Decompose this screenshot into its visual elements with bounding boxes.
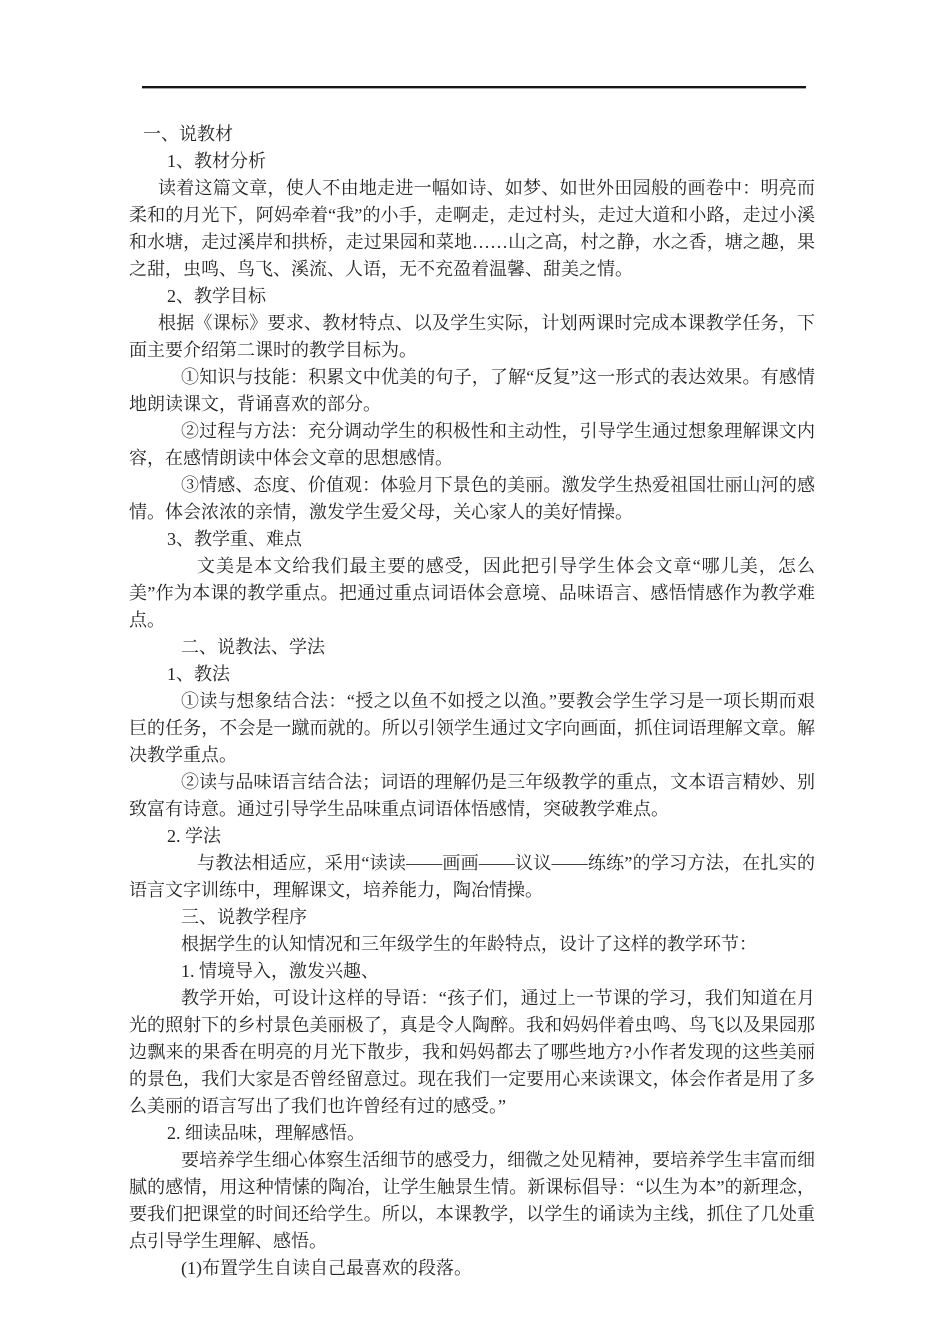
subheading-jiaoxue-mubiao: 2、教学目标 bbox=[167, 286, 266, 306]
subheading-jiaofa: 1、教法 bbox=[167, 664, 230, 684]
para-task-1-self-read: (1)布置学生自读自己最喜欢的段落。 bbox=[181, 1258, 472, 1278]
para-key-difficult-points: 文美是本文给我们最主要的感受，因此把引导学生体会文章“哪儿美，怎么美”作为本课的教学重点。把通过重点词语体会意境、品味语言、感悟情感作为教学难点。 bbox=[129, 556, 815, 630]
section3-heading: 三、说教学程序 bbox=[181, 907, 307, 927]
subheading-step-1: 1. 情境导入，激发兴趣、 bbox=[181, 961, 379, 981]
subheading-jiaocai-fenxi: 1、教材分析 bbox=[167, 151, 266, 171]
para-cultivate-feelings: 要培养学生细心体察生活细节的感受力，细微之处见精神，要培养学生丰富而细腻的感情，用这种情愫的陶冶，让学生触景生情。新课标倡导：“以生为本”的新理念，要我们把课堂的时间还给学生。所以，本课教学，以学生的诵读为主线，抓住了几处重点引导学生理解、感悟。 bbox=[129, 1150, 815, 1251]
section2-heading: 二、说教法、学法 bbox=[181, 637, 325, 657]
para-goal-3-values: ③情感、态度、价值观：体验月下景色的美丽。激发学生热爱祖国壮丽山河的感情。体会浓浓的亲情，激发学生爱父母，关心家人的美好情操。 bbox=[129, 475, 815, 522]
para-procedure-intro: 根据学生的认知情况和三年级学生的年龄特点，设计了这样的教学环节： bbox=[181, 934, 757, 954]
document-body bbox=[129, 121, 815, 1282]
para-goal-1-knowledge: ①知识与技能：积累文中优美的句子，了解“反复”这一形式的表达效果。有感情地朗读课文，背诵喜欢的部分。 bbox=[129, 367, 815, 414]
subheading-step-2: 2. 细读品味，理解感悟。 bbox=[167, 1123, 365, 1143]
para-lead-in-script: 教学开始，可设计这样的导语：“孩子们，通过上一节课的学习，我们知道在月光的照射下的乡村景色美丽极了，真是令人陶醉。我和妈妈伴着虫鸣、鸟飞以及果园那边飘来的果香在明亮的月光下散步，我和妈妈都去了哪些地方?小作者发现的这些美丽的景色，我们大家是否曾经留意过。现在我们一定要用心来读课文，体会作者是用了多么美丽的语言写出了我们也许曾经有过的感受。” bbox=[129, 988, 815, 1116]
subheading-xuefa: 2. 学法 bbox=[167, 826, 221, 846]
para-learning-method: 与教法相适应，采用“读读——画画——议议——练练”的学习方法，在扎实的语言文字训练中，理解课文，培养能力，陶冶情操。 bbox=[129, 853, 815, 900]
para-method-2-language: ②读与品味语言结合法；词语的理解仍是三年级教学的重点，文本语言精妙、别致富有诗意。通过引导学生品味重点词语体悟感情，突破教学难点。 bbox=[129, 772, 815, 819]
para-material-analysis: 读着这篇文章，使人不由地走进一幅如诗、如梦、如世外田园般的画卷中：明亮而柔和的月光下，阿妈牵着“我”的小手，走啊走，走过村头，走过大道和小路，走过小溪和水塘，走过溪岸和拱桥，走过果园和菜地……山之高，村之静，水之香，塘之趣，果之甜，虫鸣、鸟飞、溪流、人语，无不充盈着温馨、甜美之情。 bbox=[129, 178, 815, 279]
para-goals-intro: 根据《课标》要求、教材特点、以及学生实际，计划两课时完成本课教学任务，下面主要介绍第二课时的教学目标为。 bbox=[129, 313, 815, 360]
para-goal-2-process: ②过程与方法：充分调动学生的积极性和主动性，引导学生通过想象理解课文内容，在感情朗读中体会文章的思想感情。 bbox=[129, 421, 815, 468]
subheading-zhongdian-nandian: 3、教学重、难点 bbox=[167, 529, 302, 549]
para-method-1-imagination: ①读与想象结合法：“授之以鱼不如授之以渔。”要教会学生学习是一项长期而艰巨的任务，不会是一蹴而就的。所以引领学生通过文字向画面，抓住词语理解文章。解决教学重点。 bbox=[129, 691, 815, 765]
section1-heading: 一、说教材 bbox=[143, 124, 233, 144]
page-header-rule bbox=[142, 86, 806, 89]
